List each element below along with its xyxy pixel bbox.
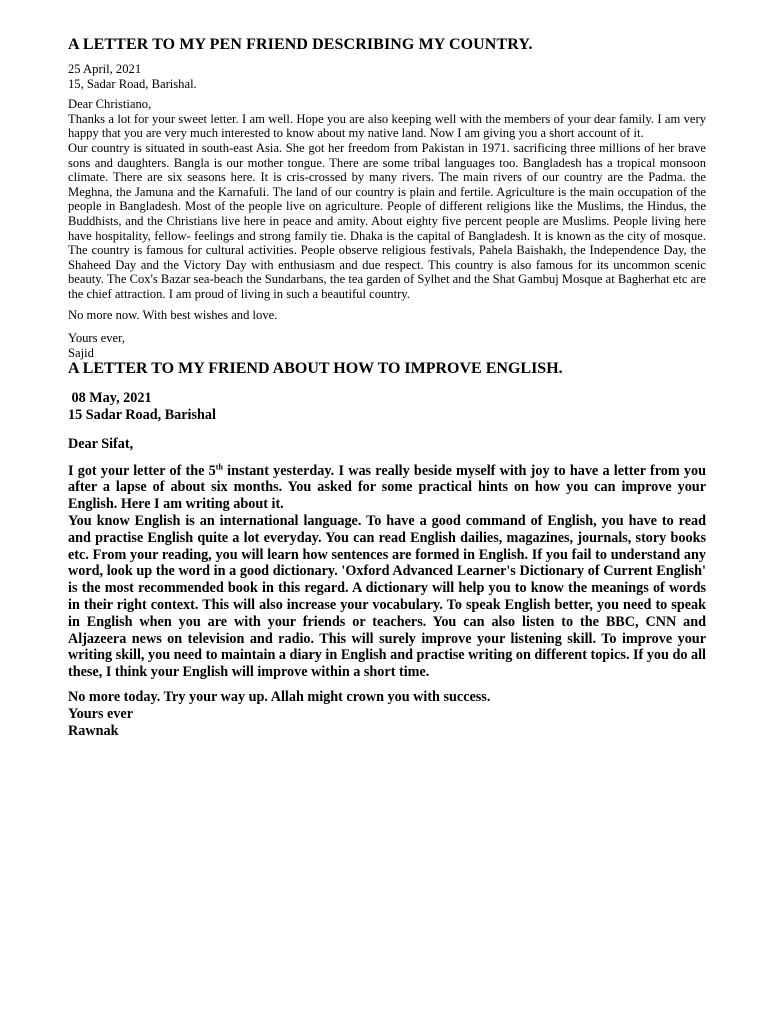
- letter-1-address: 15, Sadar Road, Barishal.: [68, 76, 197, 91]
- letter-2-body: [68, 390, 706, 739]
- letter-1-paragraph-2: Our country is situated in south-east Asia. She got her freedom from Pakistan in 1971. sacrificing three millions of her brave sons and daughters. Bangla is our mother tongue. There are some tribal languages too. Bangladesh has a tropical monsoon climate. There are six seasons here. It is cris-crossed by many rivers. The main rivers of our country are the Padma. the Meghna, the Jamuna and the Karnafuli. The land of our country is plain and fertile. Agriculture is the main occupation of the people in Bangladesh. Most of the people live on agriculture. People of different religions like the Muslims, the Hindus, the Buddhists, and the Christians live here in peace and amity. About eighty five percent people are Muslims. People living here have hospitality, fellow- feelings and strong family tie. Dhaka is the capital of Bangladesh. It is known as the city of mosque. The country is famous for cultural activities. People observe religious festivals, Pahela Baishakh, the Independence Day, the Shaheed Day and the Victory Day with enthusiasm and due respect. This country is also famous for its uncommon scenic beauty. The Cox's Bazar sea-beach the Sundarbans, the tea garden of Sylhet and the Shat Gambuj Mosque at Bagherhat etc are the chief attraction. I am proud of living in such a beautiful country.: [68, 140, 706, 301]
- letter-2-paragraph-1: [68, 463, 706, 513]
- letter-1-body: [68, 62, 706, 360]
- letter-1-salutation: Dear Christiano,: [68, 97, 152, 112]
- letter-2-signature: Rawnak: [68, 722, 119, 739]
- document-page: [68, 36, 706, 739]
- letter-2-paragraph-1-rest: instant yesterday. I was really beside myself with joy to have a letter from you after a lapse of about six months. You asked for some practical hints on how you can improve your English. Here I am writing about it.: [68, 462, 706, 513]
- letter-2-paragraph-2: You know English is an international language. To have a good command of English, you have to read and practise English quite a lot everyday. You can read English dailies, magazines, journals, story books etc. From your reading, you will learn how sentences are formed in English. If you fail to understand any word, look up the word in a good dictionary. 'Oxford Advanced Learner's Dictionary of Current English' is the most recommended book in this regard. A dictionary will help you to know the meanings of words in their right context. This will also increase your vocabulary. To speak English better, you need to speak in English when you are with your friends or teachers. You can also listen to the BBC, CNN and Aljazeera news on television and radio. This will surely improve your listening skill. To improve your writing skill, you need to maintain a diary in English and practise writing on different topics. If you do all these, I think your English will improve within a short time.: [68, 513, 706, 681]
- letter-1-sign-off: Yours ever,: [68, 331, 125, 346]
- letter-2: [68, 360, 706, 739]
- letter-1-title: A LETTER TO MY PEN FRIEND DESCRIBING MY COUNTRY.: [68, 36, 533, 53]
- letter-2-sign-off: Yours ever: [68, 705, 134, 722]
- letter-2-ordinal-suffix: th: [215, 461, 223, 471]
- letter-1-closing-line: No more now. With best wishes and love.: [68, 307, 278, 322]
- letter-2-date: 08 May, 2021: [68, 390, 152, 407]
- letter-2-closing-line: No more today. Try your way up. Allah might crown you with success.: [68, 689, 491, 706]
- letter-2-paragraph-1-start: I got your letter of the 5: [68, 462, 216, 479]
- letter-2-address: 15 Sadar Road, Barishal: [68, 407, 216, 424]
- letter-2-title: A LETTER TO MY FRIEND ABOUT HOW TO IMPROVE ENGLISH.: [68, 360, 563, 378]
- letter-1-date: 25 April, 2021: [68, 62, 142, 76]
- letter-1-signature: Sajid: [68, 345, 94, 360]
- letter-1: [68, 36, 706, 360]
- letter-1-paragraph-1: Thanks a lot for your sweet letter. I am well. Hope you are also keeping well with the members of your dear family. I am very happy that you are very much interested to know about my native land. Now I am giving you a short account of it.: [68, 111, 706, 141]
- letter-2-salutation: Dear Sifat,: [68, 435, 134, 452]
